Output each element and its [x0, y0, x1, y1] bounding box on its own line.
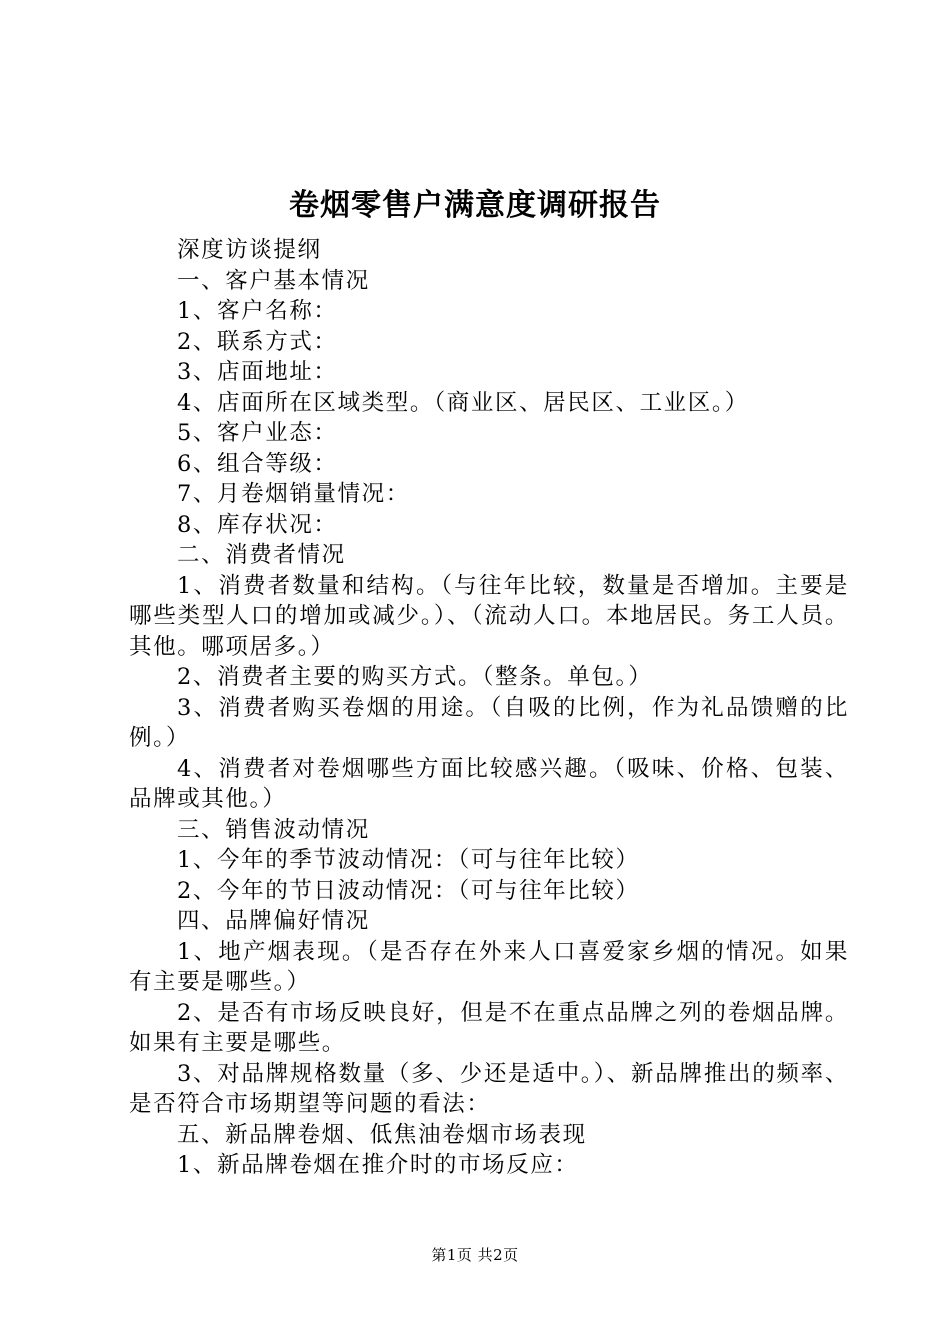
document-body	[129, 235, 849, 1181]
paragraph: 1、地产烟表现。（是否存在外来人口喜爱家乡烟的情况。如果有主要是哪些。）	[129, 938, 849, 995]
paragraph: 深度访谈提纲	[177, 237, 322, 263]
paragraph: 1、消费者数量和结构。（与往年比较，数量是否增加。主要是哪些类型人口的增加或减少。）、（流动人口。本地居民。务工人员。其他。哪项居多。）	[129, 572, 849, 660]
paragraph: 1、客户名称：	[177, 298, 338, 324]
paragraph: 2、今年的节日波动情况：（可与往年比较）	[177, 877, 640, 904]
paragraph: 6、组合等级：	[177, 450, 338, 477]
paragraph: 2、是否有市场反映良好，但是不在重点品牌之列的卷烟品牌。如果有主要是哪些。	[129, 999, 849, 1056]
paragraph: 1、新品牌卷烟在推介时的市场反应：	[177, 1152, 579, 1178]
section-heading: 一、客户基本情况	[177, 267, 370, 294]
paragraph: 5、客户业态：	[177, 420, 338, 446]
paragraph: 1、今年的季节波动情况：（可与往年比较）	[177, 847, 640, 873]
paragraph: 3、对品牌规格数量（多、少还是适中。）、新品牌推出的频率、是否符合市场期望等问题的看法：	[129, 1060, 849, 1117]
section-heading: 四、品牌偏好情况	[177, 908, 370, 934]
paragraph: 4、店面所在区域类型。（商业区、居民区、工业区。）	[177, 389, 749, 416]
paragraph: 2、消费者主要的购买方式。（整条。单包。）	[177, 664, 653, 690]
section-heading: 二、消费者情况	[177, 542, 346, 568]
paragraph: 4、消费者对卷烟哪些方面比较感兴趣。（吸味、价格、包装、品牌或其他。）	[129, 755, 849, 812]
paragraph: 3、店面地址：	[177, 359, 338, 385]
page-footer: 第1页 共2页	[431, 1246, 519, 1264]
paragraph: 8、库存状况：	[177, 511, 338, 538]
section-heading: 三、销售波动情况	[177, 816, 370, 843]
paragraph: 2、联系方式：	[177, 328, 338, 355]
paragraph: 3、消费者购买卷烟的用途。（自吸的比例，作为礼品馈赠的比例。）	[129, 694, 849, 751]
paragraph: 7、月卷烟销量情况：	[177, 481, 410, 507]
document-title: 卷烟零售户满意度调研报告	[289, 188, 661, 223]
section-heading: 五、新品牌卷烟、低焦油卷烟市场表现	[177, 1121, 587, 1148]
